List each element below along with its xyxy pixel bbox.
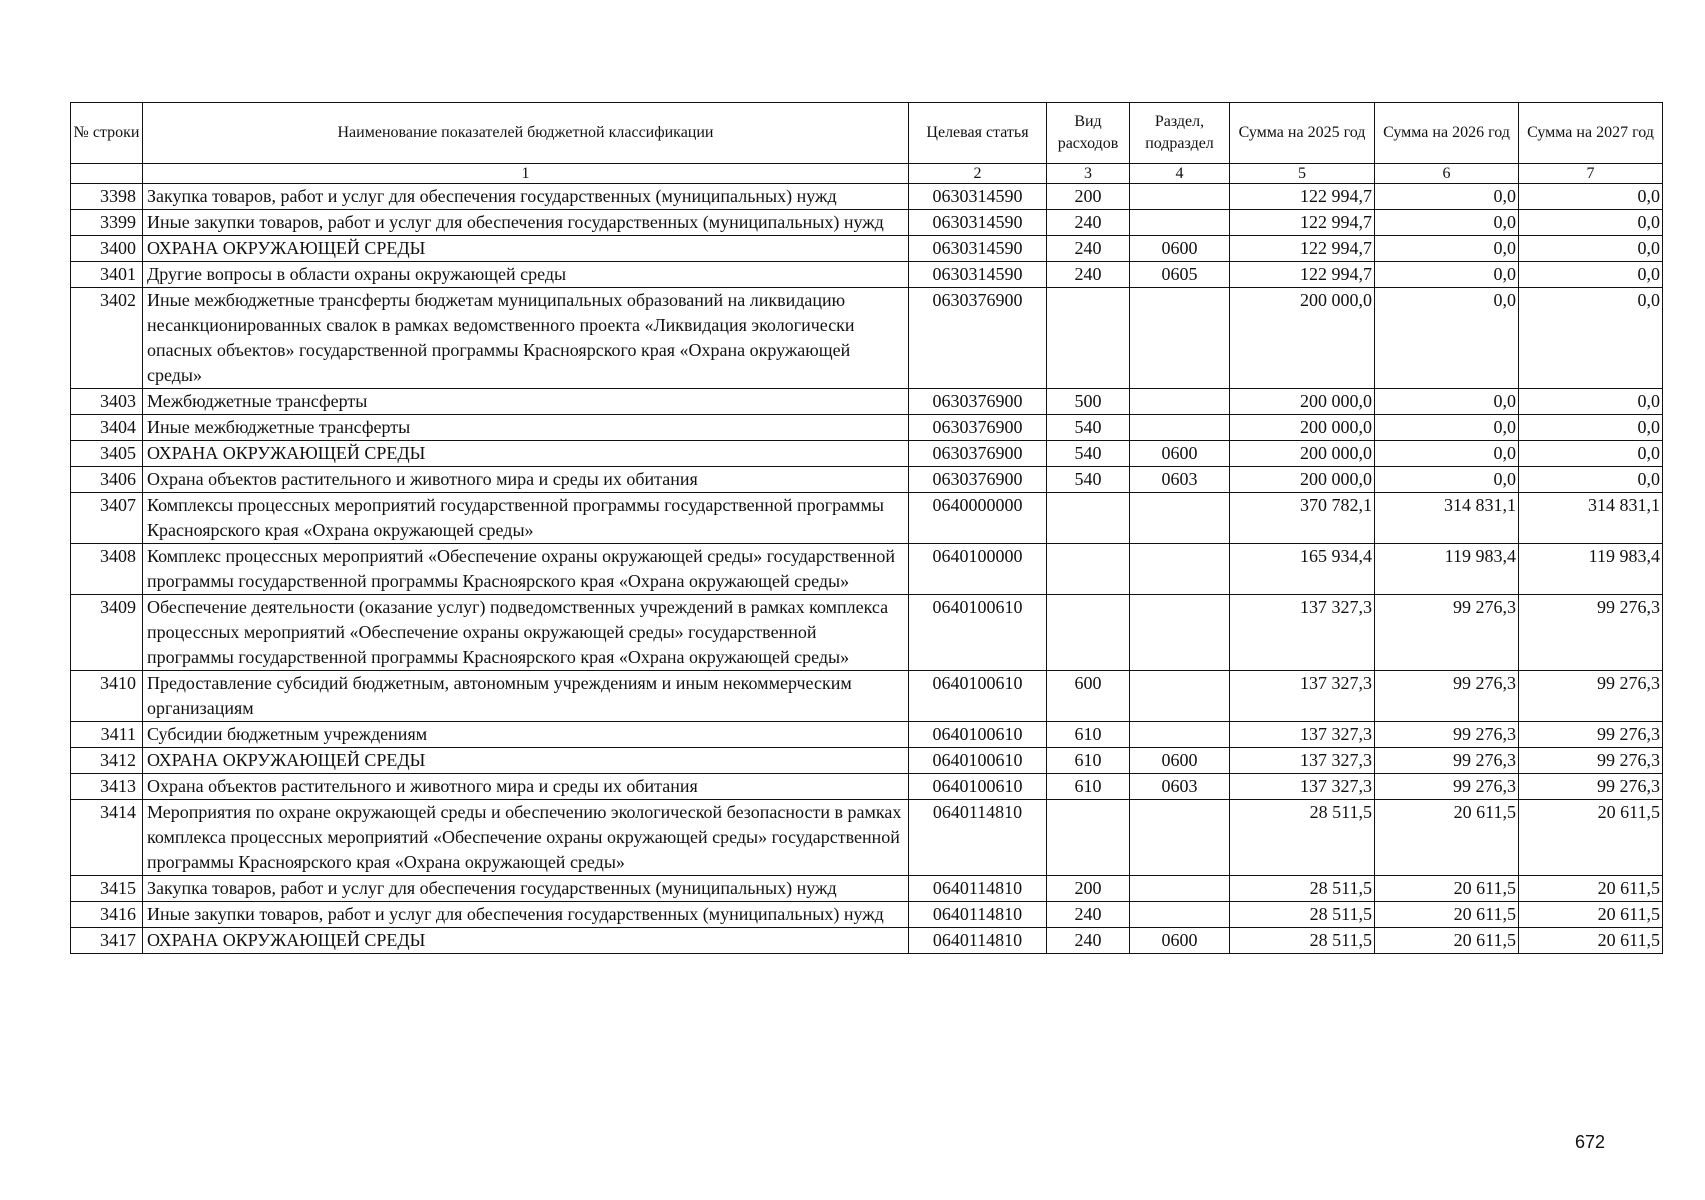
- indicator-name-cell: Иные закупки товаров, работ и услуг для обеспечения государственных (муниципальных) нужд: [143, 210, 909, 236]
- expense-type-cell: [1047, 493, 1130, 544]
- header-section: Раздел, подраздел: [1130, 103, 1230, 164]
- sum-2025-cell: 200 000,0: [1230, 441, 1375, 467]
- column-number-row: [71, 164, 1663, 184]
- row-number-cell: 3405: [71, 441, 143, 467]
- header-sum-2027: Сумма на 2027 год: [1519, 103, 1663, 164]
- column-number: 4: [1130, 164, 1230, 184]
- section-cell: 0600: [1130, 441, 1230, 467]
- table-row: [71, 876, 1663, 902]
- row-number-cell: 3403: [71, 389, 143, 415]
- row-number-cell: 3409: [71, 595, 143, 671]
- indicator-name-cell: ОХРАНА ОКРУЖАЮЩЕЙ СРЕДЫ: [143, 928, 909, 954]
- section-cell: 0603: [1130, 774, 1230, 800]
- column-number: 6: [1375, 164, 1519, 184]
- indicator-name-cell: Мероприятия по охране окружающей среды и обеспечению экологической безопасности в рамках комплекса процессных мероприятий «Обеспечение охраны окружающей среды» государственной программы Красноярского края «Охрана окружающей среды»: [143, 800, 909, 876]
- expense-type-cell: [1047, 595, 1130, 671]
- indicator-name-cell: Межбюджетные трансферты: [143, 389, 909, 415]
- target-article-cell: 0640000000: [909, 493, 1047, 544]
- table-row: [71, 441, 1663, 467]
- budget-table-sheet: [70, 102, 1662, 954]
- expense-type-cell: 240: [1047, 210, 1130, 236]
- sum-2026-cell: 314 831,1: [1375, 493, 1519, 544]
- expense-type-cell: 610: [1047, 774, 1130, 800]
- sum-2026-cell: 20 611,5: [1375, 928, 1519, 954]
- sum-2025-cell: 122 994,7: [1230, 262, 1375, 288]
- table-row: [71, 493, 1663, 544]
- section-cell: 0600: [1130, 928, 1230, 954]
- expense-type-cell: 240: [1047, 262, 1130, 288]
- sum-2026-cell: 0,0: [1375, 415, 1519, 441]
- section-cell: [1130, 544, 1230, 595]
- target-article-cell: 0630376900: [909, 415, 1047, 441]
- sum-2026-cell: 0,0: [1375, 184, 1519, 210]
- target-article-cell: 0640100610: [909, 722, 1047, 748]
- row-number-cell: 3407: [71, 493, 143, 544]
- table-row: [71, 262, 1663, 288]
- sum-2027-cell: 0,0: [1519, 236, 1663, 262]
- sum-2026-cell: 0,0: [1375, 288, 1519, 389]
- table-row: [71, 722, 1663, 748]
- table-row: [71, 774, 1663, 800]
- sum-2026-cell: 0,0: [1375, 236, 1519, 262]
- target-article-cell: 0630314590: [909, 262, 1047, 288]
- section-cell: [1130, 722, 1230, 748]
- sum-2026-cell: 20 611,5: [1375, 876, 1519, 902]
- section-cell: [1130, 800, 1230, 876]
- header-target-article: Целевая статья: [909, 103, 1047, 164]
- column-number: 2: [909, 164, 1047, 184]
- indicator-name-cell: Обеспечение деятельности (оказание услуг) подведомственных учреждений в рамках комплекса процессных мероприятий «Обеспечение охраны окружающей среды» государственной программы государственной программы Красноярского края «Охрана окружающей среды»: [143, 595, 909, 671]
- sum-2025-cell: 137 327,3: [1230, 774, 1375, 800]
- header-indicator-name: Наименование показателей бюджетной классификации: [143, 103, 909, 164]
- row-number-cell: 3398: [71, 184, 143, 210]
- row-number-cell: 3404: [71, 415, 143, 441]
- indicator-name-cell: Предоставление субсидий бюджетным, автономным учреждениям и иным некоммерческим организациям: [143, 671, 909, 722]
- table-row: [71, 595, 1663, 671]
- expense-type-cell: 610: [1047, 722, 1130, 748]
- row-number-cell: 3413: [71, 774, 143, 800]
- sum-2027-cell: 99 276,3: [1519, 671, 1663, 722]
- header-expense-type: Вид расходов: [1047, 103, 1130, 164]
- table-row: [71, 928, 1663, 954]
- target-article-cell: 0640100610: [909, 671, 1047, 722]
- row-number-cell: 3401: [71, 262, 143, 288]
- sum-2027-cell: 0,0: [1519, 467, 1663, 493]
- sum-2027-cell: 0,0: [1519, 415, 1663, 441]
- row-number-cell: 3399: [71, 210, 143, 236]
- row-number-cell: 3412: [71, 748, 143, 774]
- indicator-name-cell: Комплексы процессных мероприятий государственной программы государственной программы Красноярского края «Охрана окружающей среды»: [143, 493, 909, 544]
- sum-2025-cell: 28 511,5: [1230, 928, 1375, 954]
- sum-2026-cell: 0,0: [1375, 389, 1519, 415]
- sum-2025-cell: 137 327,3: [1230, 722, 1375, 748]
- sum-2025-cell: 165 934,4: [1230, 544, 1375, 595]
- table-row: [71, 415, 1663, 441]
- target-article-cell: 0640114810: [909, 902, 1047, 928]
- sum-2027-cell: 314 831,1: [1519, 493, 1663, 544]
- sum-2025-cell: 28 511,5: [1230, 902, 1375, 928]
- column-number-blank: [71, 164, 143, 184]
- target-article-cell: 0640100000: [909, 544, 1047, 595]
- sum-2027-cell: 20 611,5: [1519, 902, 1663, 928]
- indicator-name-cell: ОХРАНА ОКРУЖАЮЩЕЙ СРЕДЫ: [143, 441, 909, 467]
- header-row-number: № строки: [71, 103, 143, 164]
- row-number-cell: 3410: [71, 671, 143, 722]
- target-article-cell: 0640100610: [909, 774, 1047, 800]
- indicator-name-cell: ОХРАНА ОКРУЖАЮЩЕЙ СРЕДЫ: [143, 748, 909, 774]
- row-number-cell: 3408: [71, 544, 143, 595]
- target-article-cell: 0630314590: [909, 184, 1047, 210]
- indicator-name-cell: Другие вопросы в области охраны окружающей среды: [143, 262, 909, 288]
- indicator-name-cell: Закупка товаров, работ и услуг для обеспечения государственных (муниципальных) нужд: [143, 876, 909, 902]
- indicator-name-cell: Субсидии бюджетным учреждениям: [143, 722, 909, 748]
- target-article-cell: 0630376900: [909, 441, 1047, 467]
- table-row: [71, 184, 1663, 210]
- sum-2027-cell: 0,0: [1519, 441, 1663, 467]
- sum-2026-cell: 0,0: [1375, 210, 1519, 236]
- indicator-name-cell: Закупка товаров, работ и услуг для обеспечения государственных (муниципальных) нужд: [143, 184, 909, 210]
- table-row: [71, 210, 1663, 236]
- expense-type-cell: [1047, 800, 1130, 876]
- sum-2026-cell: 0,0: [1375, 262, 1519, 288]
- sum-2026-cell: 119 983,4: [1375, 544, 1519, 595]
- expense-type-cell: 540: [1047, 415, 1130, 441]
- table-row: [71, 800, 1663, 876]
- expense-type-cell: 600: [1047, 671, 1130, 722]
- section-cell: [1130, 595, 1230, 671]
- section-cell: [1130, 415, 1230, 441]
- sum-2027-cell: 0,0: [1519, 184, 1663, 210]
- sum-2026-cell: 0,0: [1375, 467, 1519, 493]
- indicator-name-cell: Иные межбюджетные трансферты: [143, 415, 909, 441]
- row-number-cell: 3411: [71, 722, 143, 748]
- sum-2026-cell: 99 276,3: [1375, 671, 1519, 722]
- target-article-cell: 0640100610: [909, 595, 1047, 671]
- section-cell: [1130, 389, 1230, 415]
- indicator-name-cell: Иные закупки товаров, работ и услуг для обеспечения государственных (муниципальных) нужд: [143, 902, 909, 928]
- column-number: 7: [1519, 164, 1663, 184]
- target-article-cell: 0630314590: [909, 210, 1047, 236]
- sum-2027-cell: 99 276,3: [1519, 774, 1663, 800]
- header-sum-2025: Сумма на 2025 год: [1230, 103, 1375, 164]
- sum-2025-cell: 200 000,0: [1230, 415, 1375, 441]
- row-number-cell: 3400: [71, 236, 143, 262]
- sum-2025-cell: 370 782,1: [1230, 493, 1375, 544]
- expense-type-cell: 240: [1047, 928, 1130, 954]
- sum-2027-cell: 20 611,5: [1519, 876, 1663, 902]
- section-cell: [1130, 493, 1230, 544]
- column-number: 5: [1230, 164, 1375, 184]
- sum-2025-cell: 28 511,5: [1230, 800, 1375, 876]
- sum-2026-cell: 99 276,3: [1375, 722, 1519, 748]
- table-row: [71, 902, 1663, 928]
- section-cell: [1130, 210, 1230, 236]
- sum-2027-cell: 0,0: [1519, 288, 1663, 389]
- sum-2027-cell: 0,0: [1519, 262, 1663, 288]
- sum-2025-cell: 200 000,0: [1230, 389, 1375, 415]
- sum-2027-cell: 0,0: [1519, 210, 1663, 236]
- row-number-cell: 3406: [71, 467, 143, 493]
- target-article-cell: 0640114810: [909, 876, 1047, 902]
- sum-2025-cell: 200 000,0: [1230, 288, 1375, 389]
- sum-2027-cell: 119 983,4: [1519, 544, 1663, 595]
- expense-type-cell: 540: [1047, 441, 1130, 467]
- table-row: [71, 544, 1663, 595]
- section-cell: [1130, 876, 1230, 902]
- sum-2027-cell: 99 276,3: [1519, 595, 1663, 671]
- sum-2025-cell: 137 327,3: [1230, 671, 1375, 722]
- table-row: [71, 467, 1663, 493]
- table-row: [71, 389, 1663, 415]
- section-cell: 0605: [1130, 262, 1230, 288]
- sum-2027-cell: 0,0: [1519, 389, 1663, 415]
- sum-2026-cell: 20 611,5: [1375, 800, 1519, 876]
- sum-2025-cell: 137 327,3: [1230, 748, 1375, 774]
- expense-type-cell: 240: [1047, 236, 1130, 262]
- section-cell: [1130, 902, 1230, 928]
- expense-type-cell: 540: [1047, 467, 1130, 493]
- expense-type-cell: [1047, 288, 1130, 389]
- row-number-cell: 3416: [71, 902, 143, 928]
- table-header-row: [71, 103, 1663, 164]
- sum-2026-cell: 99 276,3: [1375, 774, 1519, 800]
- indicator-name-cell: Иные межбюджетные трансферты бюджетам муниципальных образований на ликвидацию несанкционированных свалок в рамках ведомственного проекта «Ликвидация экологически опасных объектов» государственной программы Красноярского края «Охрана окружающей среды»: [143, 288, 909, 389]
- section-cell: [1130, 671, 1230, 722]
- column-number: 3: [1047, 164, 1130, 184]
- expense-type-cell: [1047, 544, 1130, 595]
- sum-2027-cell: 20 611,5: [1519, 928, 1663, 954]
- sum-2025-cell: 122 994,7: [1230, 210, 1375, 236]
- row-number-cell: 3415: [71, 876, 143, 902]
- sum-2025-cell: 122 994,7: [1230, 184, 1375, 210]
- sum-2026-cell: 20 611,5: [1375, 902, 1519, 928]
- sum-2025-cell: 122 994,7: [1230, 236, 1375, 262]
- indicator-name-cell: Охрана объектов растительного и животного мира и среды их обитания: [143, 774, 909, 800]
- page-number: 672: [1575, 1132, 1606, 1152]
- row-number-cell: 3402: [71, 288, 143, 389]
- sum-2027-cell: 20 611,5: [1519, 800, 1663, 876]
- expense-type-cell: 610: [1047, 748, 1130, 774]
- indicator-name-cell: Комплекс процессных мероприятий «Обеспечение охраны окружающей среды» государственной программы государственной программы Красноярского края «Охрана окружающей среды»: [143, 544, 909, 595]
- sum-2025-cell: 28 511,5: [1230, 876, 1375, 902]
- expense-type-cell: 200: [1047, 184, 1130, 210]
- expense-type-cell: 240: [1047, 902, 1130, 928]
- table-row: [71, 288, 1663, 389]
- target-article-cell: 0640114810: [909, 800, 1047, 876]
- section-cell: 0603: [1130, 467, 1230, 493]
- sum-2027-cell: 99 276,3: [1519, 722, 1663, 748]
- indicator-name-cell: ОХРАНА ОКРУЖАЮЩЕЙ СРЕДЫ: [143, 236, 909, 262]
- section-cell: [1130, 184, 1230, 210]
- sum-2027-cell: 99 276,3: [1519, 748, 1663, 774]
- sum-2026-cell: 99 276,3: [1375, 748, 1519, 774]
- table-body: [71, 184, 1663, 954]
- budget-table: [70, 102, 1663, 954]
- target-article-cell: 0630376900: [909, 389, 1047, 415]
- indicator-name-cell: Охрана объектов растительного и животного мира и среды их обитания: [143, 467, 909, 493]
- target-article-cell: 0640100610: [909, 748, 1047, 774]
- section-cell: 0600: [1130, 748, 1230, 774]
- sum-2026-cell: 99 276,3: [1375, 595, 1519, 671]
- section-cell: 0600: [1130, 236, 1230, 262]
- target-article-cell: 0630376900: [909, 288, 1047, 389]
- target-article-cell: 0630376900: [909, 467, 1047, 493]
- expense-type-cell: 500: [1047, 389, 1130, 415]
- header-sum-2026: Сумма на 2026 год: [1375, 103, 1519, 164]
- row-number-cell: 3414: [71, 800, 143, 876]
- table-row: [71, 671, 1663, 722]
- sum-2025-cell: 137 327,3: [1230, 595, 1375, 671]
- column-number: 1: [143, 164, 909, 184]
- sum-2025-cell: 200 000,0: [1230, 467, 1375, 493]
- section-cell: [1130, 288, 1230, 389]
- target-article-cell: 0630314590: [909, 236, 1047, 262]
- expense-type-cell: 200: [1047, 876, 1130, 902]
- table-row: [71, 748, 1663, 774]
- table-row: [71, 236, 1663, 262]
- target-article-cell: 0640114810: [909, 928, 1047, 954]
- row-number-cell: 3417: [71, 928, 143, 954]
- sum-2026-cell: 0,0: [1375, 441, 1519, 467]
